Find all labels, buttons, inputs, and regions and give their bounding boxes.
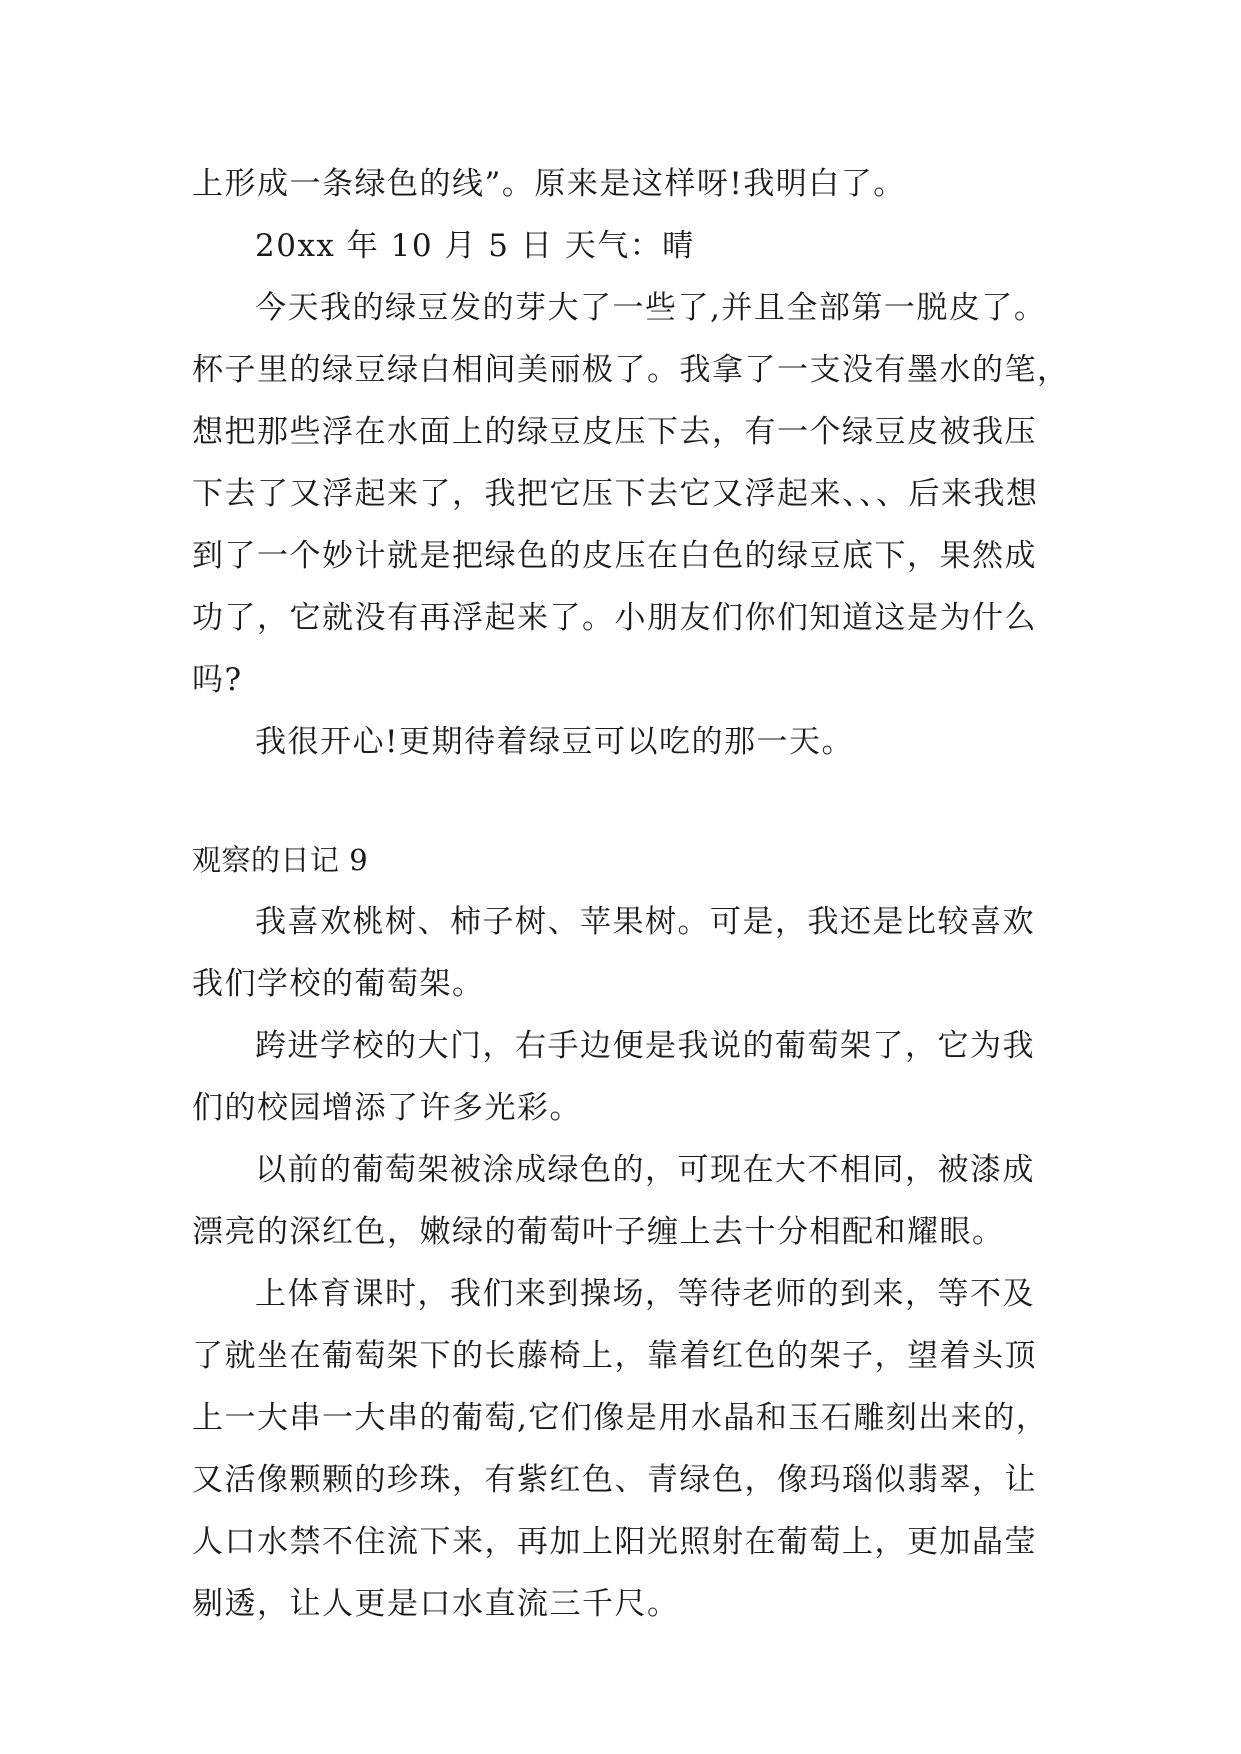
text-line: 剔透，让人更是口水直流三千尺。 [192, 1586, 680, 1622]
text-line: 又活像颗颗的珍珠，有紫红色、青绿色，像玛瑙似翡翠，让 [192, 1462, 1037, 1498]
text-line: 到了一个妙计就是把绿色的皮压在白色的绿豆底下，果然成 [192, 538, 1037, 574]
text-line: 上一大串一大串的葡萄,它们像是用水晶和玉石雕刻出来的， [192, 1400, 1049, 1436]
text-line: 人口水禁不住流下来，再加上阳光照射在葡萄上，更加晶莹 [192, 1524, 1037, 1560]
text-line: 我很开心!更期待着绿豆可以吃的那一天。 [255, 724, 854, 760]
text-line: 们的校园增添了许多光彩。 [192, 1090, 582, 1126]
text-line: 下去了又浮起来了，我把它压下去它又浮起来、、、后来我想 [192, 476, 1039, 512]
text-line: 功了，它就没有再浮起来了。小朋友们你们知道这是为什么 [192, 600, 1037, 636]
text-line: 想把那些浮在水面上的绿豆皮压下去，有一个绿豆皮被我压 [192, 414, 1037, 450]
text-line: 上形成一条绿色的线”。原来是这样呀!我明白了。 [192, 166, 906, 202]
text-line: 我们学校的葡萄架。 [192, 966, 485, 1002]
text-line: 以前的葡萄架被涂成绿色的，可现在大不相同，被漆成 [255, 1152, 1035, 1188]
text-line: 杯子里的绿豆绿白相间美丽极了。我拿了一支没有墨水的笔， [192, 352, 1070, 388]
text-line: 跨进学校的大门，右手边便是我说的葡萄架了，它为我 [255, 1028, 1035, 1064]
section-title: 观察的日记 9 [192, 843, 369, 877]
text-line: 吗? [192, 662, 243, 698]
text-line: 我喜欢桃树、柿子树、苹果树。可是，我还是比较喜欢 [255, 904, 1035, 940]
text-line: 漂亮的深红色，嫩绿的葡萄叶子缠上去十分相配和耀眼。 [192, 1214, 1005, 1250]
text-line: 了就坐在葡萄架下的长藤椅上，靠着红色的架子，望着头顶 [192, 1338, 1037, 1374]
text-line: 上体育课时，我们来到操场，等待老师的到来，等不及 [255, 1276, 1035, 1312]
diary-date-line: 20xx 年 10 月 5 日 天气：晴 [255, 228, 695, 264]
text-line: 今天我的绿豆发的芽大了一些了,并且全部第一脱皮了。 [255, 290, 1047, 326]
